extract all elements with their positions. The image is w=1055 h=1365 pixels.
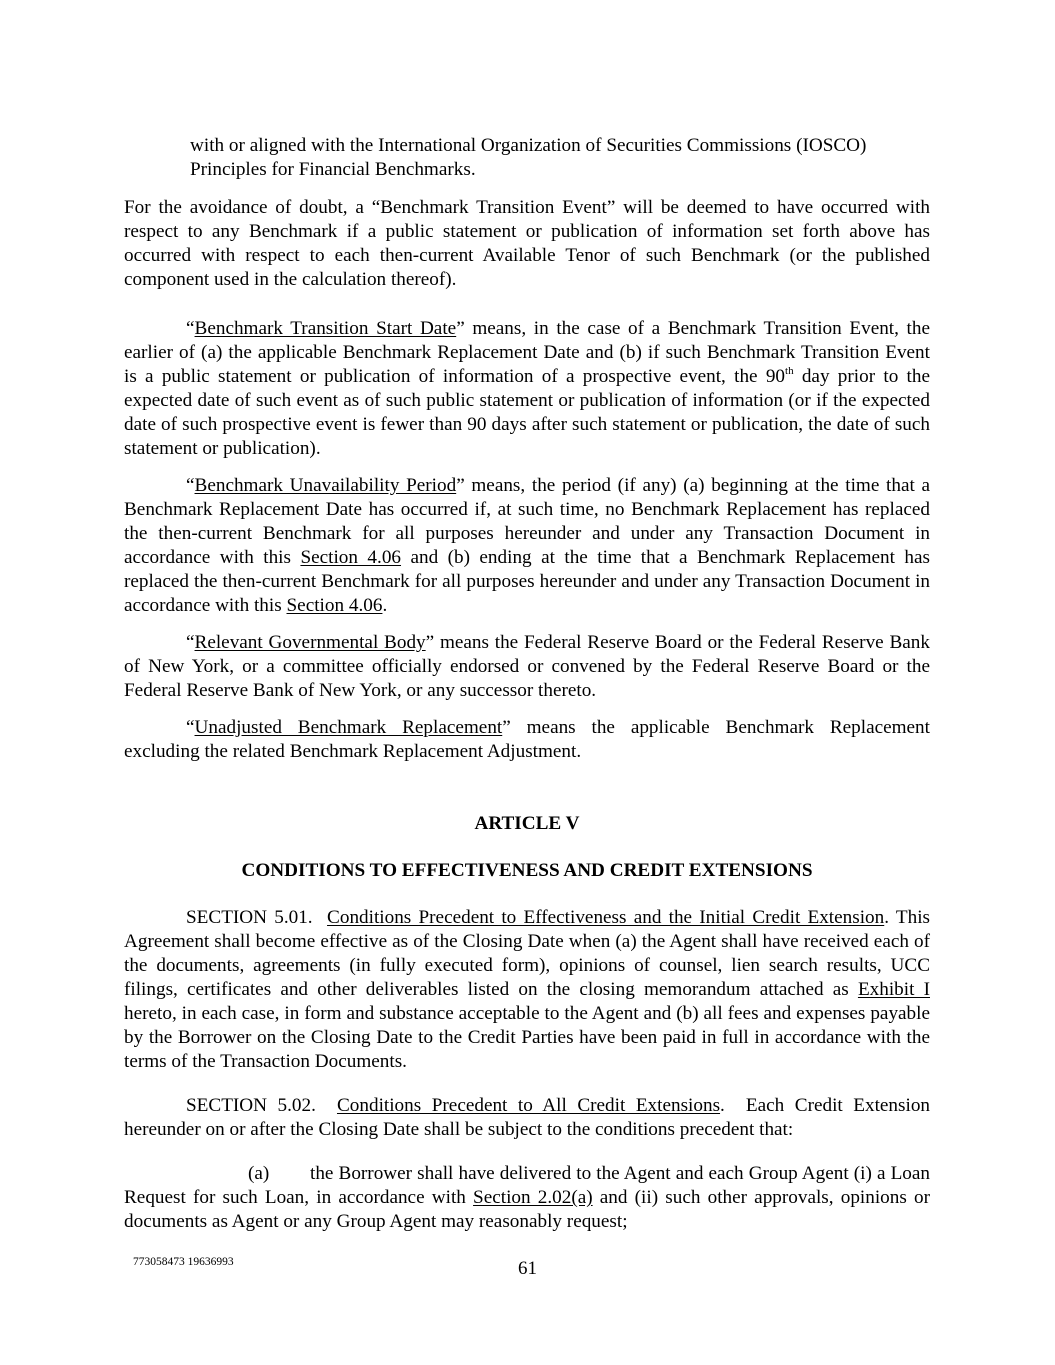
item-text: the Borrower shall have delivered to the Agent and each Group Agent (i) a Loan Request for such Loan, in accordance with [124,1163,930,1208]
section-heading: Conditions Precedent to Effectiveness and the Initial Credit Extension [327,907,885,928]
item-label: (a) [248,1163,270,1184]
definition-transition-start-date [124,317,930,461]
open-quote: “ [186,632,195,653]
condition-item-a [124,1162,930,1234]
section-5-02 [124,1094,935,1142]
definition-text: ” means, in the case of a Benchmark Transition Event, the earlier of (a) the applicable Benchmark Replacement Date and (b) if such Benchmark Transition Event is a public statement or publication of information of a prospective event, the 90 [124,318,931,387]
section-reference-link[interactable]: Section 2.02(a) [473,1187,593,1208]
section-label: SECTION 5.02. [186,1095,316,1116]
document-id: 773058473 19636993 [133,1256,234,1268]
defined-term: Benchmark Transition Start Date [194,318,457,339]
definition-governmental-body [124,631,930,703]
definition-text: ” means, the period (if any) (a) beginning at the time that a Benchmark Replacement Date has occurred if, at such time, no Benchmark Replacement has replaced the then-current Benchmark for all purposes hereunder and under any Transaction Document in accordance with this [124,475,930,568]
defined-term: Benchmark Unavailability Period [194,475,457,496]
section-reference-link[interactable]: Section 4.06 [286,595,383,616]
page-body [124,134,935,1234]
definition-text: ” means the applicable Benchmark Replacement excluding the related Benchmark Replacement Adjustment. [124,717,930,762]
definition-unavailability-period [124,474,930,618]
page-number: 61 [518,1258,537,1279]
article-number: ARTICLE V [474,813,580,834]
section-heading: Conditions Precedent to All Credit Extensions [336,1095,721,1116]
ordinal-superscript: th [785,365,794,377]
section-5-01 [124,906,930,1074]
definition-text-continued: and (b) ending at the time that a Benchmark Replacement has replaced the then-current Benchmark for all purposes hereunder and under any Transaction Document in accordance with this [124,547,931,616]
definition-unadjusted-replacement [124,716,930,764]
section-text: . This Agreement shall become effective as of the Closing Date when (a) the Agent shall have received each of the documents, agreements (in fully executed form), opinions of counsel, lien search results, UCC filings, certificates and other deliverables listed on the closing memorandum attached as [124,907,931,1000]
open-quote: “ [186,475,195,496]
defined-term: Relevant Governmental Body [194,632,426,653]
continuation-paragraph: with or aligned with the International Organization of Securities Commissions (IOSCO) Principles for Financial Benchmarks. [190,135,867,180]
defined-term: Unadjusted Benchmark Replacement [194,717,503,738]
section-label: SECTION 5.01. [186,907,313,928]
avoidance-paragraph: For the avoidance of doubt, a “Benchmark Transition Event” will be deemed to have occurred with respect to any Benchmark if a public statement or publication of information set forth above has occurred with respect to each then-current Available Tenor of such Benchmark (or the published component used in the calculation thereof). [124,197,930,290]
section-reference-link[interactable]: Section 4.06 [300,547,402,568]
open-quote: “ [186,717,195,738]
section-text: . Each Credit Extension hereunder on or after the Closing Date shall be subject to the conditions precedent that: [124,1095,935,1140]
item-text-continued: and (ii) such other approvals, opinions or documents as Agent or any Group Agent may reasonably request; [124,1187,930,1232]
article-title: CONDITIONS TO EFFECTIVENESS AND CREDIT EXTENSIONS [241,860,813,881]
exhibit-reference-link[interactable]: Exhibit I [857,979,930,1000]
section-text-continued: hereto, in each case, in form and substance acceptable to the Agent and (b) all fees and expenses payable by the Borrower on the Closing Date to the Credit Parties have been paid in full in accordance with the terms of the Transaction Documents. [124,1003,930,1072]
definition-text: ” means the Federal Reserve Board or the Federal Reserve Bank of New York, or a committee officially endorsed or convened by the Federal Reserve Board or the Federal Reserve Bank of New York, or any successor thereto. [124,632,930,701]
definition-period: . [382,595,388,616]
open-quote: “ [186,318,195,339]
definition-text-continued: day prior to the expected date of such event as of such public statement or publication of information (or if the expected date of such prospective event is fewer than 90 days after such statement or publication, the date of such statement or publication). [124,366,930,459]
